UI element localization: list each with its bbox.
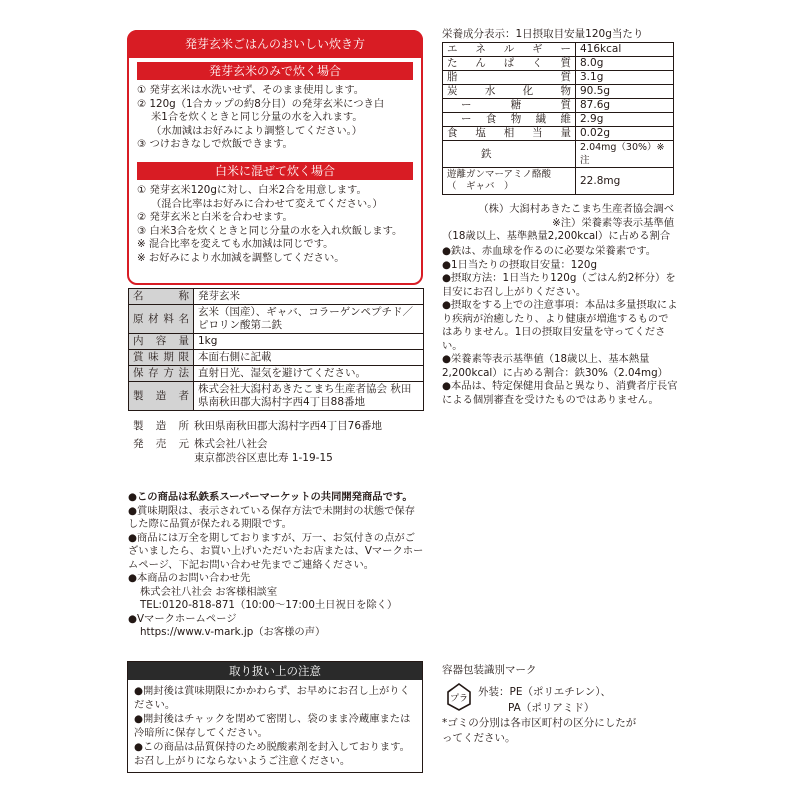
nutrient-name: 食塩相当量	[443, 127, 576, 141]
plastic-recycle-icon	[444, 682, 474, 712]
section2-line: ※ お好みにより水加減を調整してください。	[137, 251, 345, 264]
product-value: 発芽玄米	[194, 289, 424, 305]
cooking-instructions-box	[127, 30, 423, 285]
table-row	[443, 85, 674, 99]
table-row	[443, 127, 674, 141]
nutrient-value: 3.1g	[576, 71, 674, 85]
note-item: ●商品には万全を期しておりますが、万一、お気付きの点がございましたら、お買い上げいただいたお店または、Vマークホームページ、下記お問い合わせ先までご連絡ください。	[128, 531, 424, 571]
nutrient-value: 2.9g	[576, 113, 674, 127]
nutrition-notes	[442, 245, 678, 407]
table-row	[443, 71, 674, 85]
nutrient-value: 8.0g	[576, 57, 674, 71]
section1-list	[137, 84, 413, 152]
product-value: 本面右側に記載	[194, 350, 424, 366]
section2-line: ※ 混合比率を変えても水加減は同じです。	[137, 238, 334, 250]
note-item: ●本商品のお問い合わせ先	[128, 572, 251, 584]
row-value: 東京都渋谷区恵比寿 1-19-15	[194, 452, 333, 464]
row-key: 発売元	[133, 438, 189, 450]
nutrient-name: ー糖質	[443, 99, 576, 113]
product-value: 玄米（国産）、ギャバ、コラーゲンペプチド／ピロリン酸第二鉄	[194, 305, 424, 334]
product-value: 1kg	[194, 334, 424, 350]
section2-line: （混合比率はお好みに合わせて変えてください。）	[151, 197, 383, 210]
product-key: 内容量	[129, 334, 194, 350]
section1-line: （水加減はお好みにより調整してください。）	[151, 124, 363, 137]
general-notes	[128, 491, 424, 640]
nutrition-header: 栄養成分表示：1日摂取目安量120g当たり	[442, 28, 644, 40]
handling-precautions-box	[127, 661, 423, 773]
package-material	[478, 684, 611, 716]
nutrient-name: ー食物繊維	[443, 113, 576, 127]
table-row	[443, 141, 674, 168]
nutrition-note: ●本品は、特定保健用食品と異なり、消費者庁長官による個別審査を受けたものではありません。	[442, 380, 678, 406]
section2-title: 白米に混ぜて炊く場合	[137, 162, 413, 180]
handling-title: 取り扱い上の注意	[128, 662, 422, 680]
table-row	[443, 113, 674, 127]
table-row	[129, 334, 424, 350]
table-row	[443, 168, 674, 195]
table-row	[129, 305, 424, 334]
section2-line: ① 発芽玄米120gに対し、白米2合を用意します。	[137, 184, 367, 196]
gaba-name-line1: 遊離ガンマーアミノ酪酸	[447, 169, 552, 180]
nutrient-value: 416kcal	[576, 43, 674, 57]
source-line: （18歳以上、基準熱量2,200kcal）に占める割合	[442, 230, 671, 242]
product-key: 名 称	[129, 289, 194, 305]
product-key: 製造者	[129, 382, 194, 411]
package-line: PA（ポリアミド）	[508, 702, 595, 714]
section2-line: ② 発芽玄米と白米を合わせます。	[137, 211, 293, 223]
table-row	[129, 366, 424, 382]
table-row	[443, 57, 674, 71]
source-line: ※注）栄養素等表示基準値	[552, 216, 674, 229]
handling-list	[134, 684, 416, 768]
note-item: ●Vマークホームページ	[128, 612, 237, 625]
product-key: 保存方法	[129, 366, 194, 382]
nutrition-note: ●摂取をする上での注意事項：本品は多量摂取により疾病が治癒したり、より健康が増進するものではありません。1日の摂取目安量を守ってください。	[442, 299, 678, 352]
handling-item: ●開封後は賞味期限にかかわらず、お早めにお召し上がりください。	[134, 685, 410, 711]
nutrient-value: 90.5g	[576, 85, 674, 99]
nutrition-source	[442, 203, 674, 244]
table-row	[443, 99, 674, 113]
package-note: *ゴミの分別は各市区町村の区分にしたがってください。	[442, 717, 637, 744]
note-item: ●賞味期限は、表示されている保存方法で未開封の状態で保存した際に品質が保たれる期限です。	[128, 504, 415, 530]
nutrient-name: エネルギー	[443, 43, 576, 57]
gaba-name	[443, 168, 576, 195]
gaba-value: 22.8mg	[576, 168, 674, 195]
nutrient-name: 鉄	[443, 141, 576, 168]
note-item: https://www.v-mark.jp（お客様の声）	[140, 626, 326, 638]
nutrition-note: ●栄養素等表示基準値（18歳以上、基本熱量2,200kcal）に占める割合：鉄30%（2.04mg）	[442, 353, 668, 379]
product-info-table	[128, 288, 424, 411]
note-item: ●この商品は私鉄系スーパーマーケットの共同開発商品です。	[128, 491, 413, 503]
section2-list	[137, 184, 413, 265]
nutrition-note: ●1日当たりの摂取目安量：120g	[442, 258, 597, 271]
nutrient-name: 脂質	[443, 71, 576, 85]
product-key: 原材料名	[129, 305, 194, 334]
section1-line: ③ つけおきなしで炊飯できます。	[137, 138, 293, 150]
handling-item: ●この商品は品質保持のため脱酸素剤を封入しております。お召し上がりにならないようご注意ください。	[134, 741, 410, 767]
table-row	[129, 350, 424, 366]
section1-line: ② 120g（1合カップの約8分目）の発芽玄米につき白	[137, 97, 385, 110]
package-mark-title: 容器包装識別マーク	[442, 664, 537, 676]
nutrient-name: 炭水化物	[443, 85, 576, 99]
nutrient-value: 0.02g	[576, 127, 674, 141]
nutrition-note: ●鉄は、赤血球を作るのに必要な栄養素です。	[442, 245, 657, 257]
row-value: 株式会社八社会	[194, 438, 268, 450]
nutrition-note: ●摂取方法：1日当たり120g（ごはん約2杯分）を目安にお召し上がりください。	[442, 272, 676, 298]
row-key: 製造所	[133, 420, 189, 432]
section2-line: ③ 白米3合を炊くときと同じ分量の水を入れ炊飯します。	[137, 224, 403, 237]
table-row	[443, 43, 674, 57]
cooking-title: 発芽玄米ごはんのおいしい炊き方	[127, 30, 423, 58]
nutrient-name: たんぱく質	[443, 57, 576, 71]
gaba-name-line2: （ ギャバ ）	[447, 181, 514, 192]
product-value: 株式会社大潟村あきたこまち生産者協会 秋田県南秋田郡大潟村字西4丁目88番地	[194, 382, 424, 411]
table-row	[129, 289, 424, 305]
product-value: 直射日光、湿気を避けてください。	[194, 366, 424, 382]
note-item: 株式会社八社会 お客様相談室	[140, 585, 278, 598]
nutrient-value: 2.04mg（30%）※注	[576, 141, 674, 168]
note-item: TEL:0120-818-871（10:00〜17:00土日祝日を除く）	[140, 599, 398, 611]
section1-line: 米1合を炊くときと同じ分量の水を入れます。	[151, 111, 363, 123]
section1-title: 発芽玄米のみで炊く場合	[137, 62, 413, 80]
recycle-icon-text: プラ	[449, 694, 469, 704]
package-line: 外装：PE（ポリエチレン）、	[478, 686, 612, 698]
nutrition-table	[442, 42, 674, 195]
product-key: 賞味期限	[129, 350, 194, 366]
table-row	[129, 382, 424, 411]
source-line: （株）大潟村あきたこまち生産者協会調べ	[478, 203, 674, 215]
nutrient-value: 87.6g	[576, 99, 674, 113]
handling-item: ●開封後はチャックを閉めて密閉し、袋のまま冷蔵庫または冷暗所に保存してください。	[134, 713, 411, 739]
row-value: 秋田県南秋田郡大潟村字西4丁目76番地	[194, 420, 383, 432]
section1-line: ① 発芽玄米は水洗いせず、そのまま使用します。	[137, 84, 365, 96]
